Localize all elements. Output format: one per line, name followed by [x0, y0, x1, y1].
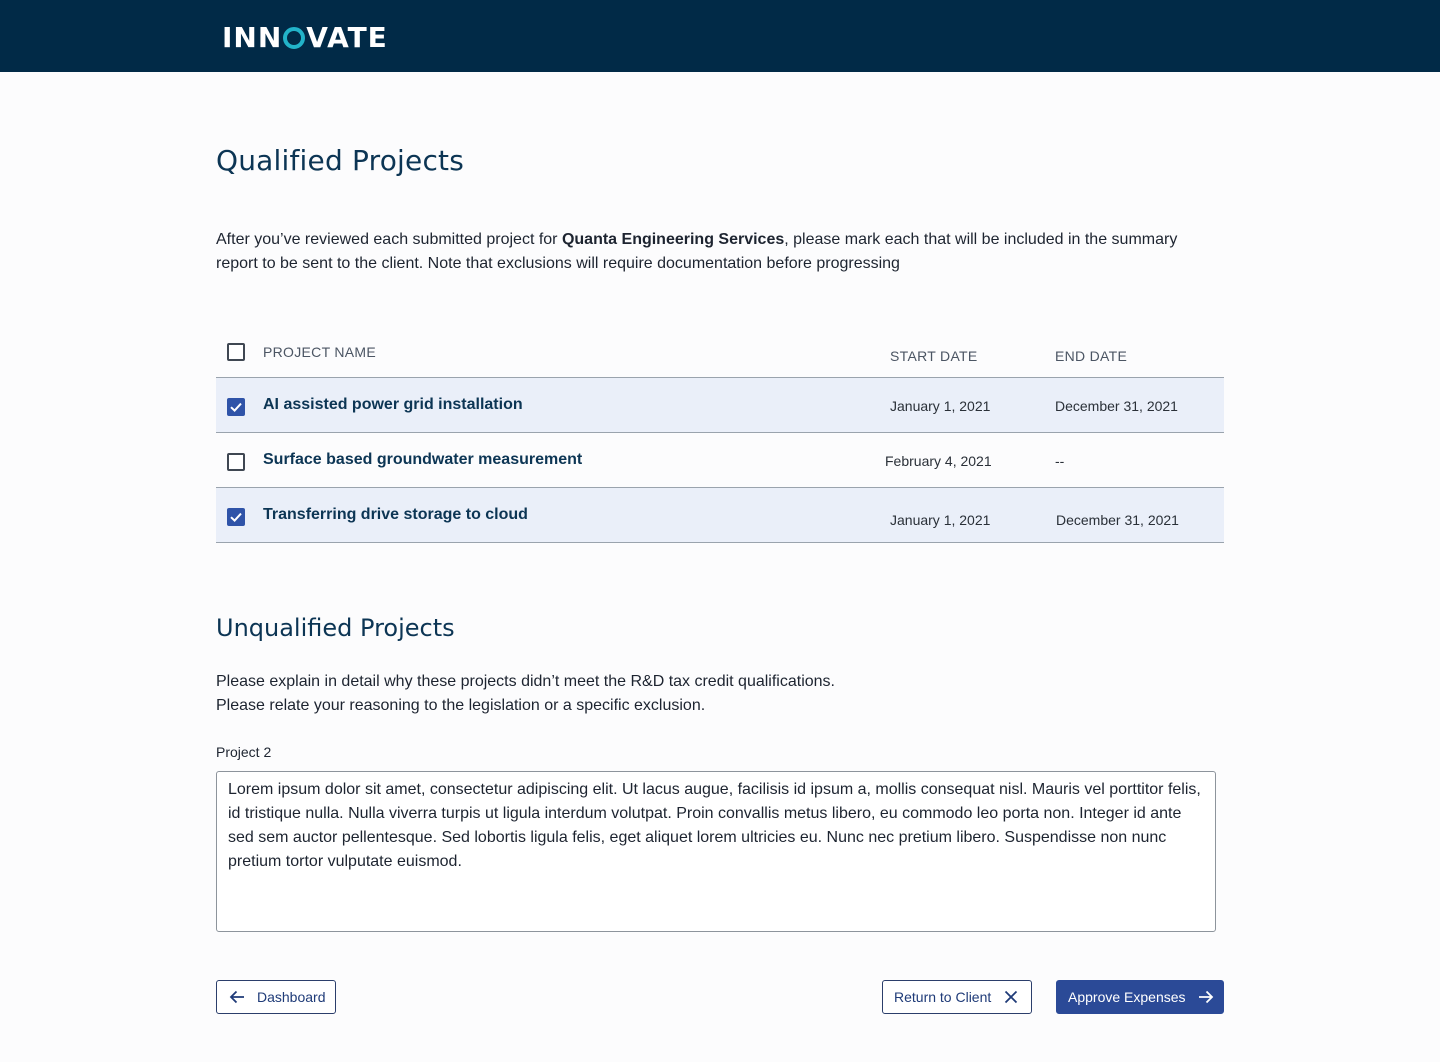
- innovate-logo[interactable]: [222, 20, 388, 54]
- close-icon: [1002, 988, 1020, 1006]
- return-to-client-label: Return to Client: [894, 989, 992, 1005]
- approve-expenses-button[interactable]: [1056, 980, 1224, 1014]
- table-header: [216, 326, 1224, 378]
- intro-text-before: After you’ve reviewed each submitted project for: [216, 231, 562, 248]
- column-header-end-date: END DATE: [1055, 348, 1128, 364]
- qualified-intro-text: [216, 228, 1216, 276]
- table-row[interactable]: [216, 488, 1224, 543]
- project-name[interactable]: AI assisted power grid installation: [263, 396, 523, 413]
- logo-text-right: VATE: [306, 20, 388, 54]
- qualified-projects-title: Qualified Projects: [216, 144, 465, 177]
- row-checkbox[interactable]: [227, 398, 245, 416]
- end-date: --: [1055, 453, 1065, 469]
- logo-o-ring-icon: [283, 27, 305, 49]
- project-2-field-label: Project 2: [216, 744, 272, 760]
- intro-text-after: , please mark each that will be included in the summary report to be sent to the client. Note that exclusions will require documentation before progressing: [216, 231, 1178, 272]
- return-to-client-button[interactable]: [882, 980, 1032, 1014]
- unqualified-projects-title: Unqualified Projects: [216, 614, 455, 642]
- arrow-left-icon: [228, 988, 246, 1006]
- end-date: December 31, 2021: [1056, 512, 1179, 528]
- logo-text-left: INN: [222, 20, 283, 54]
- unqualified-description-line-1: Please explain in detail why these projects didn’t meet the R&D tax credit qualifications.: [216, 673, 835, 690]
- approve-expenses-label: Approve Expenses: [1068, 989, 1186, 1005]
- column-header-project-name: PROJECT NAME: [263, 344, 377, 360]
- end-date: December 31, 2021: [1055, 398, 1178, 414]
- start-date: January 1, 2021: [890, 512, 991, 528]
- column-header-start-date: START DATE: [890, 348, 978, 364]
- top-navigation-bar: [0, 0, 1440, 72]
- unqualified-description-line-2: Please relate your reasoning to the legislation or a specific exclusion.: [216, 697, 706, 714]
- client-name: Quanta Engineering Services: [561, 231, 785, 248]
- start-date: February 4, 2021: [885, 453, 992, 469]
- qualified-projects-table: [216, 326, 1224, 543]
- select-all-checkbox[interactable]: [227, 343, 245, 361]
- project-name[interactable]: Surface based groundwater measurement: [263, 451, 583, 468]
- dashboard-button-label: Dashboard: [257, 989, 326, 1005]
- start-date: January 1, 2021: [890, 398, 991, 414]
- project-name[interactable]: Transferring drive storage to cloud: [263, 506, 528, 523]
- row-checkbox[interactable]: [227, 508, 245, 526]
- project-2-explanation-field[interactable]: [216, 771, 1216, 932]
- table-row[interactable]: [216, 378, 1224, 433]
- checkmark-icon: [229, 400, 243, 414]
- arrow-right-icon: [1197, 988, 1215, 1006]
- table-row[interactable]: [216, 433, 1224, 488]
- row-checkbox[interactable]: [227, 453, 245, 471]
- unqualified-description: [216, 670, 1116, 718]
- checkmark-icon: [229, 510, 243, 524]
- dashboard-button[interactable]: [216, 980, 336, 1014]
